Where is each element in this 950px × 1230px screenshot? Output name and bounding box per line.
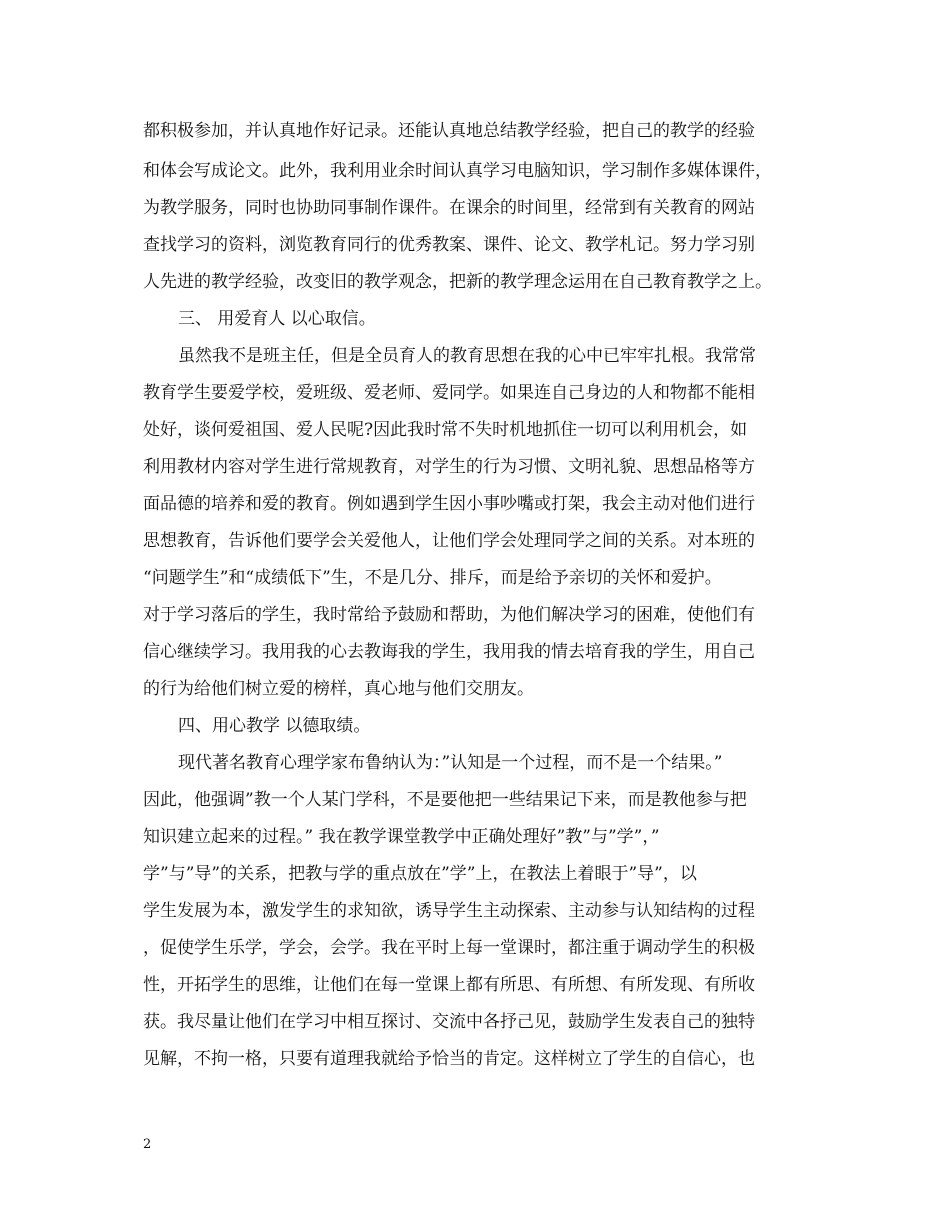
paragraph-line: 处好，谈何爱祖国、爱人民呢?因此我时常不失时机地抓住一切可以利用机会，如 xyxy=(143,420,748,440)
paragraph-line: 的行为给他们树立爱的榜样，真心地与他们交朋友。 xyxy=(143,679,534,699)
paragraph-line: 见解，不拘一格，只要有道理我就给予恰当的肯定。这样树立了学生的自信心，也 xyxy=(143,1049,755,1069)
paragraph-line: 和体会写成论文。此外，我利用业余时间认真学习电脑知识，学习制作多媒体课件， xyxy=(143,161,772,181)
paragraph-line: 学”与”导”的关系，把教与学的重点放在”学”上，在教法上着眼于”导”，以 xyxy=(143,864,697,884)
paragraph-line: 对于学习落后的学生，我时常给予鼓励和帮助，为他们解决学习的困难，使他们有 xyxy=(143,605,755,625)
section-heading: 三、 用爱育人 以心取信。 xyxy=(178,309,376,329)
paragraph-line: 现代著名教育心理学家布鲁纳认为：”认知是一个过程，而不是一个结果。” xyxy=(178,753,723,773)
paragraph-line: 信心继续学习。我用我的心去教诲我的学生，我用我的情去培育我的学生，用自己 xyxy=(143,642,755,662)
paragraph-line: 知识建立起来的过程。” 我在教学课堂教学中正确处理好”教”与”学”，” xyxy=(143,827,660,847)
paragraph-line: 都积极参加，并认真地作好记录。还能认真地总结教学经验，把自己的教学的经验 xyxy=(143,121,755,141)
paragraph-line: 虽然我不是班主任，但是全员育人的教育思想在我的心中已牢牢扎根。我常常 xyxy=(178,346,756,366)
paragraph-line: 为教学服务，同时也协助同事制作课件。在课余的时间里，经常到有关教育的网站 xyxy=(143,198,755,218)
paragraph-line: 人先进的教学经验，改变旧的教学观念，把新的教学理念运用在自己教育教学之上。 xyxy=(143,272,772,292)
paragraph-line: 思想教育，告诉他们要学会关爱他人，让他们学会处理同学之间的关系。对本班的 xyxy=(143,531,755,551)
paragraph-line: 利用教材内容对学生进行常规教育，对学生的行为习惯、文明礼貌、思想品格等方 xyxy=(143,457,755,477)
paragraph-line: 查找学习的资料，浏览教育同行的优秀教案、课件、论文、教学札记。努力学习别 xyxy=(143,235,755,255)
paragraph-line: “问题学生”和“成绩低下”生，不是几分、排斥，而是给予亲切的关怀和爱护。 xyxy=(143,568,722,588)
paragraph-line: 教育学生要爱学校，爱班级、爱老师、爱同学。如果连自己身边的人和物都不能相 xyxy=(143,383,755,403)
paragraph-line: 因此，他强调”教一个人某门学科，不是要他把一些结果记下来，而是教他参与把 xyxy=(143,790,747,810)
paragraph-line: 学生发展为本，激发学生的求知欲，诱导学生主动探索、主动参与认知结构的过程 xyxy=(143,901,755,921)
section-heading: 四、用心教学 以德取绩。 xyxy=(178,716,371,736)
paragraph-line: 获。我尽量让他们在学习中相互探讨、交流中各抒己见，鼓励学生发表自己的独特 xyxy=(143,1012,755,1032)
paragraph-line: ，促使学生乐学，学会，会学。我在平时上每一堂课时，都注重于调动学生的积极 xyxy=(143,938,755,958)
paragraph-line: 性，开拓学生的思维，让他们在每一堂课上都有所思、有所想、有所发现、有所收 xyxy=(143,975,755,995)
page-number: 2 xyxy=(143,1137,152,1152)
paragraph-line: 面品德的培养和爱的教育。例如遇到学生因小事吵嘴或打架，我会主动对他们进行 xyxy=(143,494,755,514)
